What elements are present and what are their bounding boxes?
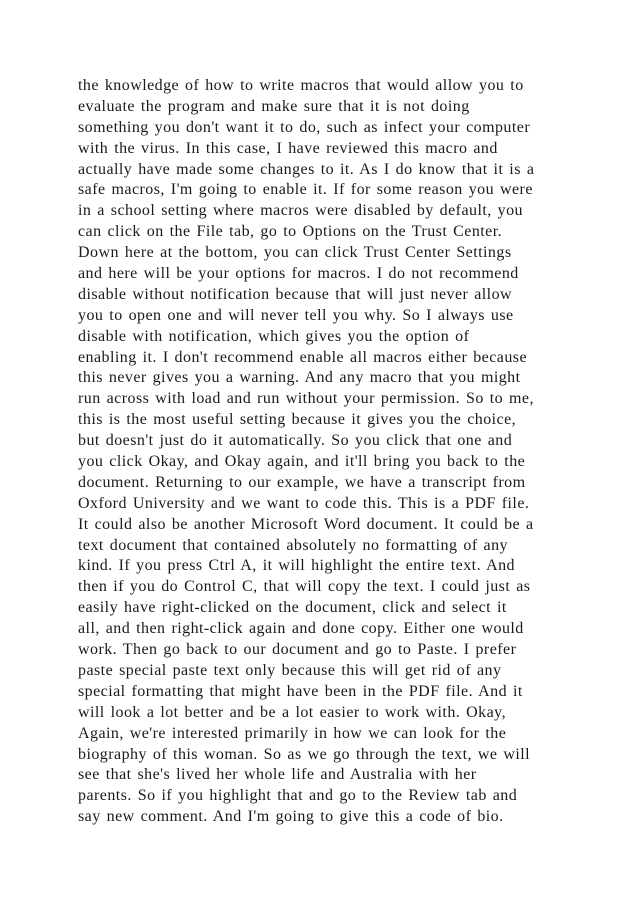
text-line: something you don't want it to do, such as infect your computer	[78, 118, 531, 136]
text-line: say new comment. And I'm going to give this a code of bio.	[78, 808, 504, 826]
text-line: all, and then right-click again and done copy. Either one would	[78, 620, 524, 638]
text-line: Oxford University and we want to code this. This is a PDF file.	[78, 494, 530, 512]
text-line: run across with load and run without your permission. So to me,	[78, 390, 534, 408]
text-line: disable with notification, which gives you the option of	[78, 327, 470, 345]
text-line: safe macros, I'm going to enable it. If for some reason you were	[78, 181, 533, 199]
text-line: you click Okay, and Okay again, and it'll bring you back to the	[78, 453, 526, 471]
text-line: see that she's lived her whole life and Australia with her	[78, 766, 477, 784]
document-body	[78, 76, 578, 828]
text-line: with the virus. In this case, I have reviewed this macro and	[78, 139, 498, 157]
text-line: you to open one and will never tell you why. So I always use	[78, 306, 514, 324]
text-line: evaluate the program and make sure that it is not doing	[78, 97, 470, 115]
text-line: document. Returning to our example, we have a transcript from	[78, 473, 526, 491]
text-line: Down here at the bottom, you can click Trust Center Settings	[78, 244, 512, 262]
text-line: enabling it. I don't recommend enable all macros either because	[78, 348, 528, 366]
text-line: paste special paste text only because this will get rid of any	[78, 661, 502, 679]
text-line: this never gives you a warning. And any macro that you might	[78, 369, 521, 387]
text-line: actually have made some changes to it. As I do know that it is a	[78, 160, 535, 178]
text-line: in a school setting where macros were disabled by default, you	[78, 202, 524, 220]
text-line: easily have right-clicked on the document, click and select it	[78, 599, 507, 617]
text-line: disable without notification because that will just never allow	[78, 285, 513, 303]
text-line: parents. So if you highlight that and go to the Review tab and	[78, 787, 518, 805]
text-line: then if you do Control C, that will copy the text. I could just as	[78, 578, 531, 596]
text-line: work. Then go back to our document and go to Paste. I prefer	[78, 641, 517, 659]
text-line: text document that contained absolutely no formatting of any	[78, 536, 509, 554]
text-line: and here will be your options for macros. I do not recommend	[78, 265, 519, 283]
text-line: Again, we're interested primarily in how we can look for the	[78, 724, 507, 742]
text-line: biography of this woman. So as we go through the text, we will	[78, 745, 531, 763]
text-line: kind. If you press Ctrl A, it will highlight the entire text. And	[78, 557, 515, 575]
text-line: the knowledge of how to write macros that would allow you to	[78, 77, 524, 94]
text-line: but doesn't just do it automatically. So you click that one and	[78, 432, 513, 450]
text-line: will look a lot better and be a lot easier to work with. Okay,	[78, 703, 507, 721]
text-line: can click on the File tab, go to Options on the Trust Center.	[78, 223, 503, 241]
text-line: this is the most useful setting because it gives you the choice,	[78, 411, 517, 429]
text-line: It could also be another Microsoft Word document. It could be a	[78, 515, 534, 533]
text-line: special formatting that might have been in the PDF file. And it	[78, 682, 523, 700]
